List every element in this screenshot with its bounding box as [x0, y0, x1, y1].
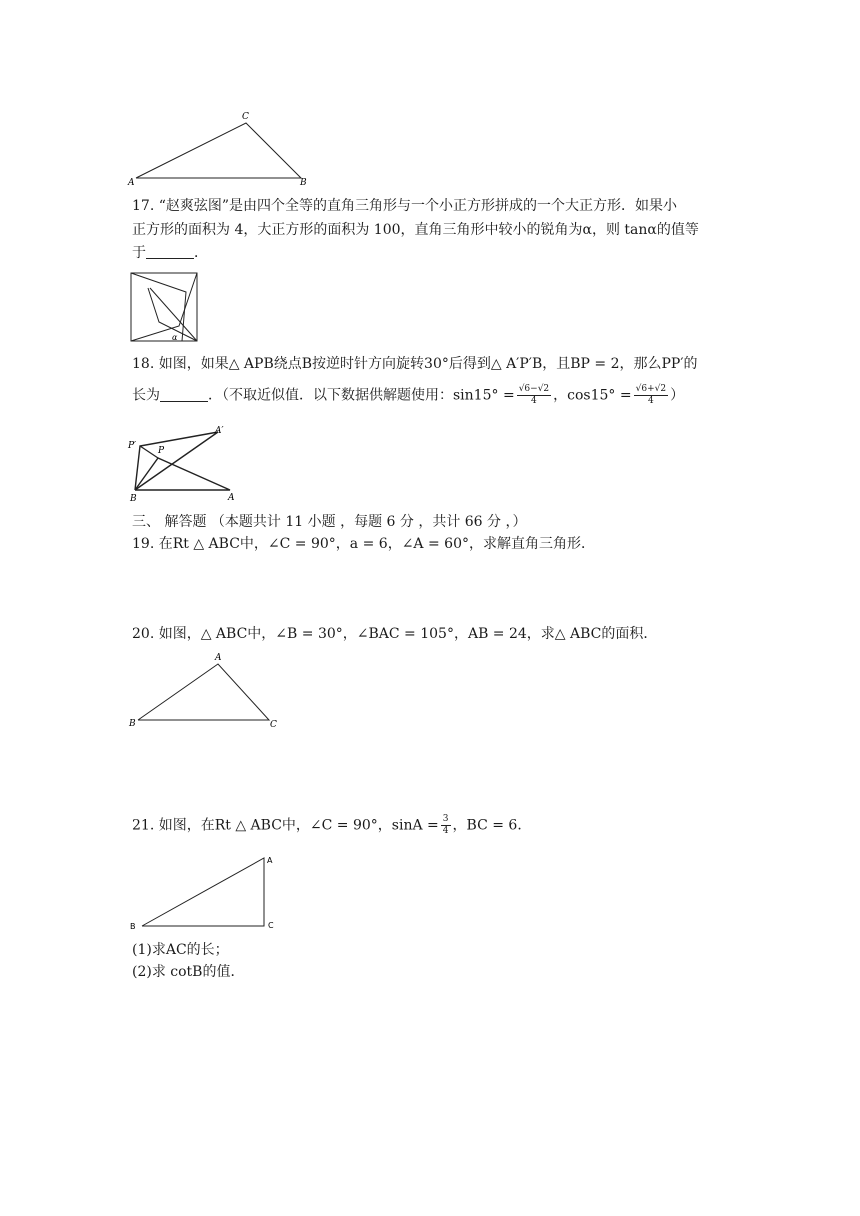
- q17-line1: 17. “赵爽弦图”是由四个全等的直角三角形与一个小正方形拼成的一个大正方形．如果小: [132, 198, 678, 214]
- q18-line2: [132, 384, 684, 407]
- label-c: C: [270, 720, 277, 730]
- label-b: B: [130, 494, 137, 504]
- q21-suffix: ，BC = 6．: [452, 817, 532, 834]
- q17-line3: [132, 243, 208, 263]
- answer-blank: [146, 244, 194, 259]
- q17-line3-suffix: ．: [194, 245, 208, 261]
- fraction-sina: [441, 814, 451, 837]
- triangle-apb: [135, 458, 230, 490]
- q18-end: ）: [670, 387, 685, 404]
- q18-sep: ，cos15° =: [553, 387, 632, 404]
- q21-part1: (1)求AC的长；: [132, 942, 229, 958]
- fraction-num: 3: [442, 814, 449, 824]
- label-p1: P′: [128, 441, 137, 451]
- label-a: A: [267, 856, 273, 865]
- fraction-den: 4: [531, 396, 537, 406]
- label-b: B: [129, 719, 136, 729]
- alpha-label: α: [172, 333, 178, 342]
- triangle-q20-lines: [138, 664, 269, 720]
- q18-line2-prefix: 长为: [132, 387, 160, 404]
- triangle-figure-top: [124, 108, 314, 190]
- fraction-den: 4: [442, 826, 449, 836]
- rotation-figure: [126, 424, 246, 504]
- triangle-figure-q20: [126, 650, 286, 730]
- fraction-sin15: [517, 384, 551, 407]
- triangle-a1p1b: [135, 432, 218, 490]
- label-a1: A′: [215, 426, 224, 436]
- fraction-den-2: 4: [647, 396, 654, 406]
- answer-blank-2: [160, 387, 208, 402]
- triangle-top-lines: [136, 123, 301, 178]
- q17-line3-prefix: 于: [132, 245, 146, 261]
- label-a: A: [228, 493, 235, 503]
- right-triangle-figure: [126, 852, 286, 934]
- label-a: A: [215, 653, 222, 663]
- q20-text: 20. 如图，△ ABC中，∠B = 30°，∠BAC = 105°，AB = 24，求△ ABC的面积．: [132, 626, 658, 642]
- right-triangle-lines: [142, 858, 264, 926]
- fraction-num-2: √6+√2: [635, 384, 667, 394]
- section-heading: 三、 解答题 （本题共计 11 小题 ，每题 6 分 ，共计 66 分 ，）: [132, 514, 527, 530]
- label-b: B: [130, 922, 136, 931]
- zhao-shuang-diagram: [128, 270, 200, 344]
- q21-part2: (2)求 cotB的值．: [132, 964, 245, 980]
- fraction-num: √6−√2: [518, 384, 550, 394]
- q21-text: [132, 814, 531, 837]
- q18-line2-mid: ．（不取近似值．以下数据供解题使用：sin15° =: [208, 387, 515, 404]
- inner-lines: [131, 273, 186, 341]
- label-c: C: [268, 921, 274, 930]
- q21-prefix: 21. 如图，在Rt △ ABC中，∠C = 90°，sinA =: [132, 817, 439, 834]
- label-p: P: [158, 446, 165, 456]
- label-b: B: [300, 178, 307, 188]
- segment-p1p: [140, 446, 158, 458]
- fraction-cos15: [634, 384, 668, 407]
- q18-line1: 18. 如图，如果△ APB绕点B按逆时针方向旋转30°后得到△ A′P′B，且BP = 2，那么PP′的: [132, 356, 698, 372]
- q19-text: 19. 在Rt △ ABC中，∠C = 90°，a = 6，∠A = 60°，求解直角三角形．: [132, 536, 595, 552]
- label-c: C: [242, 112, 249, 122]
- q17-line2: 正方形的面积为 4，大正方形的面积为 100，直角三角形中较小的锐角为α，则 tanα的值等: [132, 222, 699, 238]
- label-a: A: [128, 178, 135, 188]
- inner-lines-2: [131, 273, 197, 341]
